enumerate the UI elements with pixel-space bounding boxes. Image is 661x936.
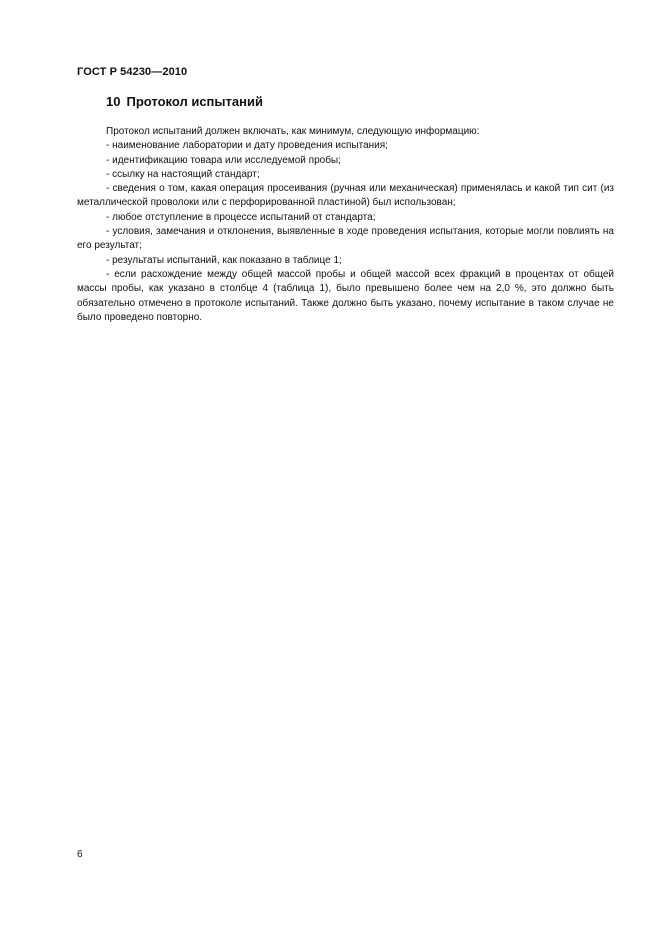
section-number: 10: [106, 94, 121, 109]
list-item: - условия, замечания и отклонения, выявленные в ходе проведения испытания, которые могли повлиять на его результат;: [77, 226, 614, 252]
list-item: - идентификацию товара или исследуемой пробы;: [106, 154, 341, 166]
page-number: 6: [77, 849, 83, 860]
section-heading: [106, 94, 263, 109]
list-item: - если расхождение между общей массой пробы и общей массой всех фракций в процентах от общей массы пробы, как указано в столбце 4 (таблица 1), было превышено более чем на 2,0 %, это должно быть обязательно отмечено в протоколе испытаний. Также должно быть указано, почему испытание в таком случае не было проведено повторно.: [77, 268, 614, 323]
list-item: - ссылку на настоящий стандарт;: [106, 168, 260, 180]
list-item: - наименование лаборатории и дату проведения испытания;: [106, 140, 388, 152]
list-item: - результаты испытаний, как показано в таблице 1;: [106, 254, 342, 266]
section-body: [77, 125, 614, 325]
paragraph-intro: Протокол испытаний должен включать, как минимум, следующую информацию:: [106, 126, 480, 137]
list-item: - сведения о том, какая операция просеивания (ручная или механическая) применялась и какой тип сит (из металлической проволоки или с перфорированной пластиной) был использован;: [77, 183, 614, 209]
document-code: ГОСТ Р 54230—2010: [77, 66, 188, 78]
section-title-text: Протокол испытаний: [126, 94, 263, 109]
list-item: - любое отступление в процессе испытаний от стандарта;: [106, 211, 376, 223]
